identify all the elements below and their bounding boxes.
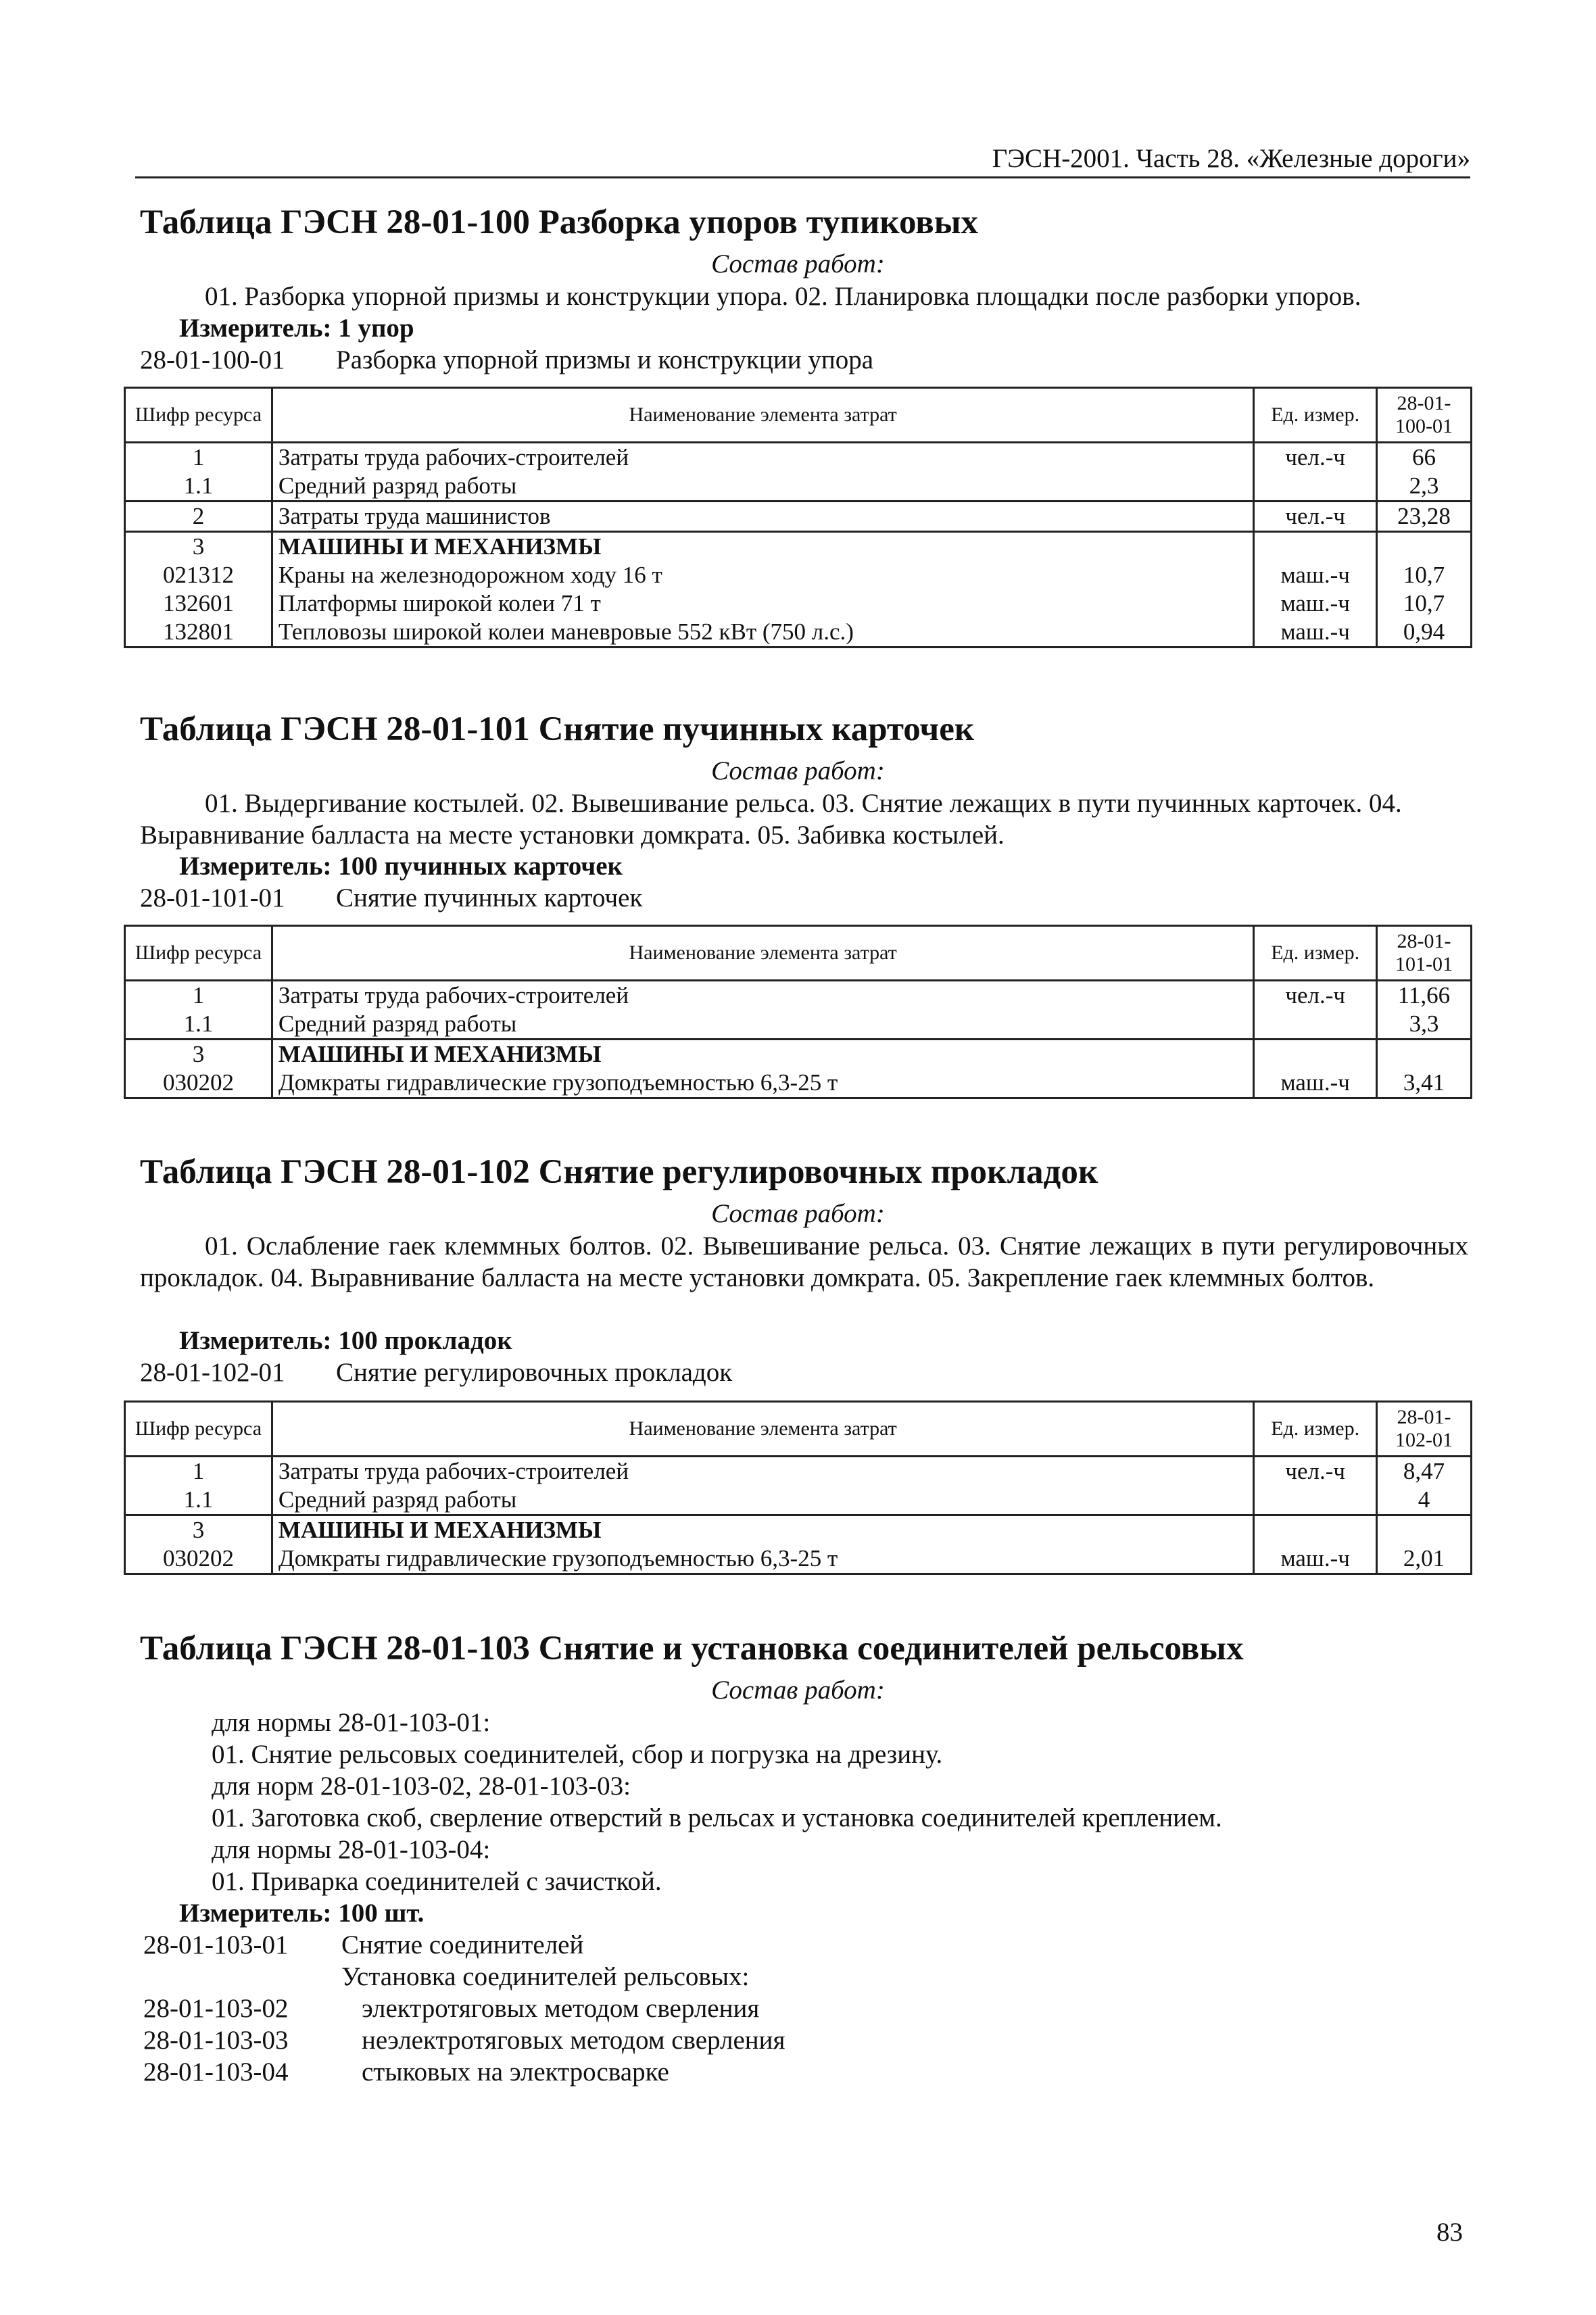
cell-unit: чел.-ч [1254,502,1377,532]
works-scope: для нормы 28-01-103-04: [212,1835,491,1864]
works-heading: Состав работ: [711,1676,885,1705]
cell-unit [1254,1010,1377,1040]
works-text [140,1230,1468,1294]
norm-code: 28-01-103-02 [143,1994,289,2023]
cell-name: Затраты труда машинистов [272,502,1254,532]
cell-value: 11,66 [1376,981,1471,1010]
works-text-body: 01. Разборка упорной призмы и конструкции упора. 02. Планировка площадки после разборки упоров. [205,282,1361,311]
header-norm: 28-01-101-01 [1376,926,1471,981]
norm-code: 28-01-103-01 [143,1930,289,1959]
table-row [125,1010,1472,1040]
table-title: Таблица ГЭСН 28-01-101 Снятие пучинных карточек [140,710,975,748]
cell-name: Затраты труда рабочих-строителей [272,443,1254,472]
cell-code: 1 [125,981,272,1010]
table-row [125,1486,1472,1515]
norm-line [140,345,873,375]
works-scope: для нормы 28-01-103-01: [212,1708,491,1737]
header-name: Наименование элемента затрат [272,388,1254,443]
cell-code: 132601 [125,589,272,618]
norm-code: 28-01-102-01 [140,1358,285,1387]
table-row [125,981,1472,1010]
table-row [125,502,1472,532]
cell-unit [1254,532,1377,562]
norm-group-name: Установка соединителей рельсовых: [341,1962,750,1991]
cell-code: 3 [125,532,272,562]
table-row [125,532,1472,562]
cell-name: Средний разряд работы [272,472,1254,502]
table-row [125,589,1472,618]
works-heading: Состав работ: [711,1199,885,1228]
cell-name: Краны на железнодорожном ходу 16 т [272,561,1254,589]
measure: Измеритель: 100 прокладок [179,1326,512,1355]
header-code: Шифр ресурса [125,388,272,443]
cell-code: 030202 [125,1544,272,1574]
norm-name: Снятие пучинных карточек [336,883,643,912]
cell-value: 66 [1376,443,1471,472]
works-item: 01. Приварка соединителей с зачисткой. [212,1867,662,1896]
cell-unit: маш.-ч [1254,1069,1377,1098]
works-text-body: 01. Ослабление гаек клеммных болтов. 02. Вывешивание рельса. 03. Снятие лежащих в пути регулировочных прокладок. 04. Выравнивание балласта на месте установки домкрата. 05. Закрепление гаек клеммных болтов. [140,1232,1468,1292]
table-row [125,1069,1472,1098]
cell-unit: маш.-ч [1254,561,1377,589]
table-row [125,1544,1472,1574]
cell-unit [1254,1486,1377,1515]
cell-value: 8,47 [1376,1457,1471,1486]
header-code: Шифр ресурса [125,926,272,981]
table-row [125,561,1472,589]
measure: Измеритель: 100 шт. [179,1899,425,1928]
table-title: Таблица ГЭСН 28-01-102 Снятие регулировочных прокладок [140,1153,1098,1191]
cell-code: 1.1 [125,1010,272,1040]
cell-unit: чел.-ч [1254,981,1377,1010]
works-item: 01. Заготовка скоб, сверление отверстий в рельсах и установка соединителей креплением. [212,1803,1222,1832]
cell-name: Тепловозы широкой колеи маневровые 552 кВт (750 л.с.) [272,618,1254,648]
running-head: ГЭСН-2001. Часть 28. «Железные дороги» [135,143,1470,178]
cell-unit [1254,1040,1377,1069]
cell-unit: маш.-ч [1254,589,1377,618]
cell-code: 021312 [125,561,272,589]
header-code: Шифр ресурса [125,1402,272,1457]
norm-code: 28-01-101-01 [140,883,285,912]
cell-code: 132801 [125,618,272,648]
page-number: 83 [1436,2218,1463,2247]
cell-code: 1 [125,443,272,472]
works-text-continued: Выравнивание балласта на месте установки домкрата. 05. Забивка костылей. [140,821,1005,850]
cell-code: 1 [125,1457,272,1486]
norm-name: электротяговых методом сверления [362,1994,760,2023]
cell-name: Платформы широкой колеи 71 т [272,589,1254,618]
cell-value: 2,01 [1376,1544,1471,1574]
cell-code: 3 [125,1040,272,1069]
header-unit: Ед. измер. [1254,926,1377,981]
works-item: 01. Снятие рельсовых соединителей, сбор и погрузка на дрезину. [212,1740,943,1769]
works-text [140,281,1468,312]
cell-name: МАШИНЫ И МЕХАНИЗМЫ [272,1515,1254,1545]
cell-name: Средний разряд работы [272,1486,1254,1515]
table-row [125,618,1472,648]
norm-name: Разборка упорной призмы и конструкции упора [336,345,874,374]
cell-unit: маш.-ч [1254,618,1377,648]
norm-code: 28-01-100-01 [140,345,285,374]
table-title: Таблица ГЭСН 28-01-100 Разборка упоров тупиковых [140,203,979,241]
cell-value: 3,3 [1376,1010,1471,1040]
cell-code: 1.1 [125,1486,272,1515]
norm-line [140,1357,732,1388]
cell-value: 2,3 [1376,472,1471,502]
cell-unit: чел.-ч [1254,1457,1377,1486]
cell-value: 4 [1376,1486,1471,1515]
cell-value [1376,1040,1471,1069]
cell-code: 3 [125,1515,272,1545]
measure: Измеритель: 1 упор [179,314,414,343]
cell-name: Затраты труда рабочих-строителей [272,1457,1254,1486]
cell-name: Средний разряд работы [272,1010,1254,1040]
table-row [125,472,1472,502]
cell-name: Домкраты гидравлические грузоподъемностью 6,3-25 т [272,1544,1254,1574]
cell-unit [1254,1515,1377,1545]
table-row [125,1457,1472,1486]
cell-name: МАШИНЫ И МЕХАНИЗМЫ [272,532,1254,562]
table-row [125,1040,1472,1069]
table-row [125,443,1472,472]
norm-name: неэлектротяговых методом сверления [362,2026,785,2055]
measure: Измеритель: 100 пучинных карточек [179,852,623,881]
header-unit: Ед. измер. [1254,388,1377,443]
cell-code: 2 [125,502,272,532]
header-norm: 28-01-102-01 [1376,1402,1471,1457]
cell-name: Домкраты гидравлические грузоподъемностью 6,3-25 т [272,1069,1254,1098]
cell-name: Затраты труда рабочих-строителей [272,981,1254,1010]
norm-name: Снятие регулировочных прокладок [336,1358,733,1387]
cell-unit [1254,472,1377,502]
norm-code: 28-01-103-04 [143,2057,289,2087]
norm-table [124,1400,1472,1575]
norm-code: 28-01-103-03 [143,2026,289,2055]
cell-code: 1.1 [125,472,272,502]
norm-table [124,925,1472,1099]
cell-name: МАШИНЫ И МЕХАНИЗМЫ [272,1040,1254,1069]
norm-name: стыковых на электросварке [362,2057,669,2087]
works-heading: Состав работ: [711,249,885,278]
works-scope: для норм 28-01-103-02, 28-01-103-03: [212,1772,631,1801]
works-heading: Состав работ: [711,756,885,785]
cell-value [1376,532,1471,562]
cell-value: 0,94 [1376,618,1471,648]
cell-value [1376,1515,1471,1545]
cell-value: 10,7 [1376,589,1471,618]
cell-unit: маш.-ч [1254,1544,1377,1574]
works-text [140,787,1468,819]
header-norm: 28-01-100-01 [1376,388,1471,443]
norm-name: Снятие соединителей [341,1930,584,1959]
cell-code: 030202 [125,1069,272,1098]
cell-value: 10,7 [1376,561,1471,589]
header-name: Наименование элемента затрат [272,926,1254,981]
works-text-line: 01. Выдергивание костылей. 02. Вывешивание рельса. 03. Снятие лежащих в пути пучинных карточек. 04. [205,789,1402,818]
cell-value: 23,28 [1376,502,1471,532]
header-unit: Ед. измер. [1254,1402,1377,1457]
cell-value: 3,41 [1376,1069,1471,1098]
cell-unit: чел.-ч [1254,443,1377,472]
table-row [125,1515,1472,1545]
header-name: Наименование элемента затрат [272,1402,1254,1457]
norm-line [140,883,642,913]
table-title: Таблица ГЭСН 28-01-103 Снятие и установка соединителей рельсовых [140,1630,1244,1667]
norm-table [124,387,1472,648]
